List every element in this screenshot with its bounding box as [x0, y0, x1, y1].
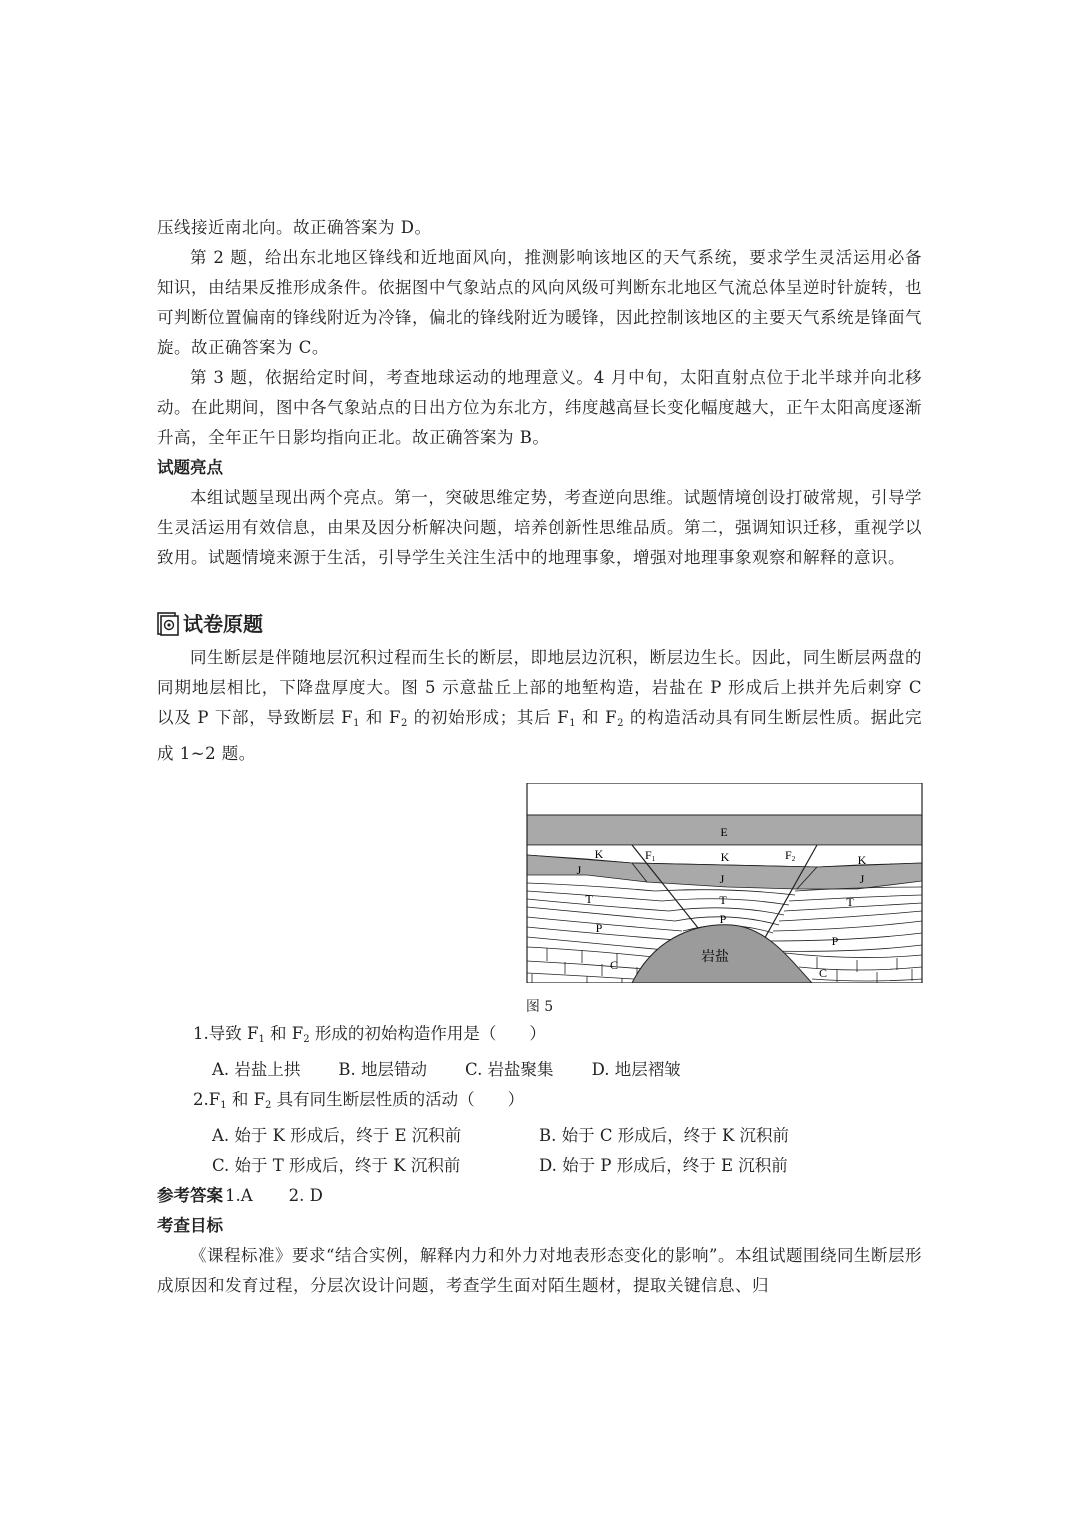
label-T-right: T [846, 895, 854, 909]
q1-option-a: A. 岩盐上拱 [212, 1060, 301, 1079]
q2-text-c: 具有同生断层性质的活动（ ） [271, 1090, 525, 1109]
intro-text-a: 同生断层是伴随地层沉积过程而生长的断层，即地层边沉积，断层边生长。因此，同生断层两盘的同期地层相比，下降盘厚度大。图 5 示意盐丘上部的地堑构造，岩盐在 P 形成后上拱并先后刺穿 C 以及 P 下部，导致断层 F [157, 648, 922, 727]
reference-answers [157, 1181, 922, 1211]
q1-options [157, 1055, 922, 1085]
label-P-right: P [831, 934, 839, 948]
intro-text-b: 和 F [359, 708, 401, 727]
q2-text-b: 和 F [226, 1090, 266, 1109]
objectives-paragraph: 《课程标准》要求“结合实例，解释内力和外力对地表形态变化的影响”。本组试题围绕同生断层形成原因和发育过程，分层次设计问题，考查学生面对陌生题材，提取关键信息、归 [157, 1246, 922, 1295]
highlights-paragraph: 本组试题呈现出两个亮点。第一，突破思维定势，考查逆向思维。试题情境创设打破常规，引导学生灵活运用有效信息，由果及因分析解决问题，培养创新性思维品质。第二，强调知识迁移，重视学以致用。试题情境来源于生活，引导学生关注生活中的地理事象，增强对地理事象观察和解释的意识。 [157, 488, 922, 567]
exam-section-heading [157, 609, 922, 639]
q2-option-d: D. 始于 P 形成后，终于 E 沉积前 [539, 1156, 788, 1175]
paragraph-question-3: 第 3 题，依据给定时间，考查地球运动的地理意义。4 月中旬，太阳直射点位于北半球并向北移动。在此期间，图中各气象站点的日出方位为东北方，纬度越高昼长变化幅度越大，正午太阳高度逐渐升高，全年正午日影均指向正北。故正确答案为 B。 [157, 368, 922, 447]
q2-text-a: 2.F [193, 1090, 221, 1109]
q1-option-d: D. 地层褶皱 [591, 1060, 681, 1079]
label-J-left: J [576, 863, 582, 877]
q2-options-row-1 [157, 1121, 922, 1151]
answer-1: 1.A [225, 1186, 253, 1205]
q1-text-b: 和 F [264, 1024, 304, 1043]
label-K-right: K [857, 853, 867, 867]
document-icon [157, 612, 179, 636]
q2-options-row-2 [157, 1151, 922, 1181]
label-T-mid: T [719, 893, 727, 907]
label-C-right: C [818, 966, 828, 980]
answer-2: 2. D [288, 1186, 323, 1205]
answers-label: 参考答案 [157, 1186, 223, 1205]
q2-option-b: B. 始于 C 形成后，终于 K 沉积前 [539, 1126, 790, 1145]
q1-text-a: 1.导致 F [193, 1024, 259, 1043]
objectives-heading: 考查目标 [157, 1216, 223, 1235]
intro-sub-2: 2 [400, 718, 408, 729]
label-J-right: J [859, 872, 865, 886]
document-page [157, 0, 922, 1301]
intro-text-c: 的初始形成；其后 F [407, 708, 570, 727]
label-T-left: T [585, 892, 593, 906]
label-P-mid: P [719, 912, 727, 926]
label-F1: F1 [645, 848, 656, 863]
label-K-left: K [594, 847, 604, 861]
q1-option-b: B. 地层错动 [338, 1060, 428, 1079]
q2-sub-1: 1 [220, 1100, 227, 1111]
highlights-heading: 试题亮点 [157, 458, 223, 477]
strata-right [763, 887, 922, 951]
figure-caption: 图 5 [525, 999, 554, 1015]
geologic-cross-section [342, 783, 1080, 983]
question-1 [157, 1019, 922, 1055]
intro-sub-1: 1 [353, 718, 360, 729]
q2-option-c: C. 始于 T 形成后，终于 K 沉积前 [212, 1156, 461, 1175]
q1-text-c: 形成的初始构造作用是（ ） [309, 1024, 546, 1043]
label-P-left: P [595, 921, 603, 935]
paragraph-question-2: 第 2 题，给出东北地区锋线和近地面风向，推测影响该地区的天气系统，要求学生灵活运用必备知识，由结果反推形成条件。依据图中气象站点的风向风级可判断东北地区气流总体呈逆时针旋转，也可判断位置偏南的锋线附近为冷锋，偏北的锋线附近为暖锋，因此控制该地区的主要天气系统是锋面气旋。故正确答案为 C。 [157, 248, 922, 357]
label-E: E [720, 825, 728, 839]
exam-intro-paragraph [157, 643, 922, 769]
intro-text-e: 的构造活动具有同生断层性质。据此完成 1~2 题。 [157, 708, 922, 763]
figure-5 [157, 783, 922, 983]
q2-sub-2: 2 [265, 1100, 272, 1111]
q1-sub-1: 1 [258, 1034, 265, 1045]
layer-J-mid [632, 863, 817, 889]
intro-text-d: 和 F [576, 708, 618, 727]
paragraph-answer-1-end: 压线接近南北向。故正确答案为 D。 [157, 218, 432, 237]
q1-sub-2: 2 [303, 1034, 310, 1045]
question-2 [157, 1085, 922, 1121]
label-C-left: C [609, 958, 619, 972]
label-salt: 岩盐 [701, 949, 729, 965]
q2-option-a: A. 始于 K 形成后，终于 E 沉积前 [212, 1126, 462, 1145]
intro-sub-3: 1 [569, 718, 577, 729]
label-J-mid: J [719, 872, 725, 886]
label-F2: F2 [785, 848, 796, 863]
q1-option-c: C. 岩盐聚集 [465, 1060, 554, 1079]
label-K-mid: K [720, 850, 730, 864]
intro-sub-4: 2 [617, 718, 624, 729]
exam-section-title: 试卷原题 [183, 612, 263, 636]
layer-top-blank [527, 783, 922, 815]
